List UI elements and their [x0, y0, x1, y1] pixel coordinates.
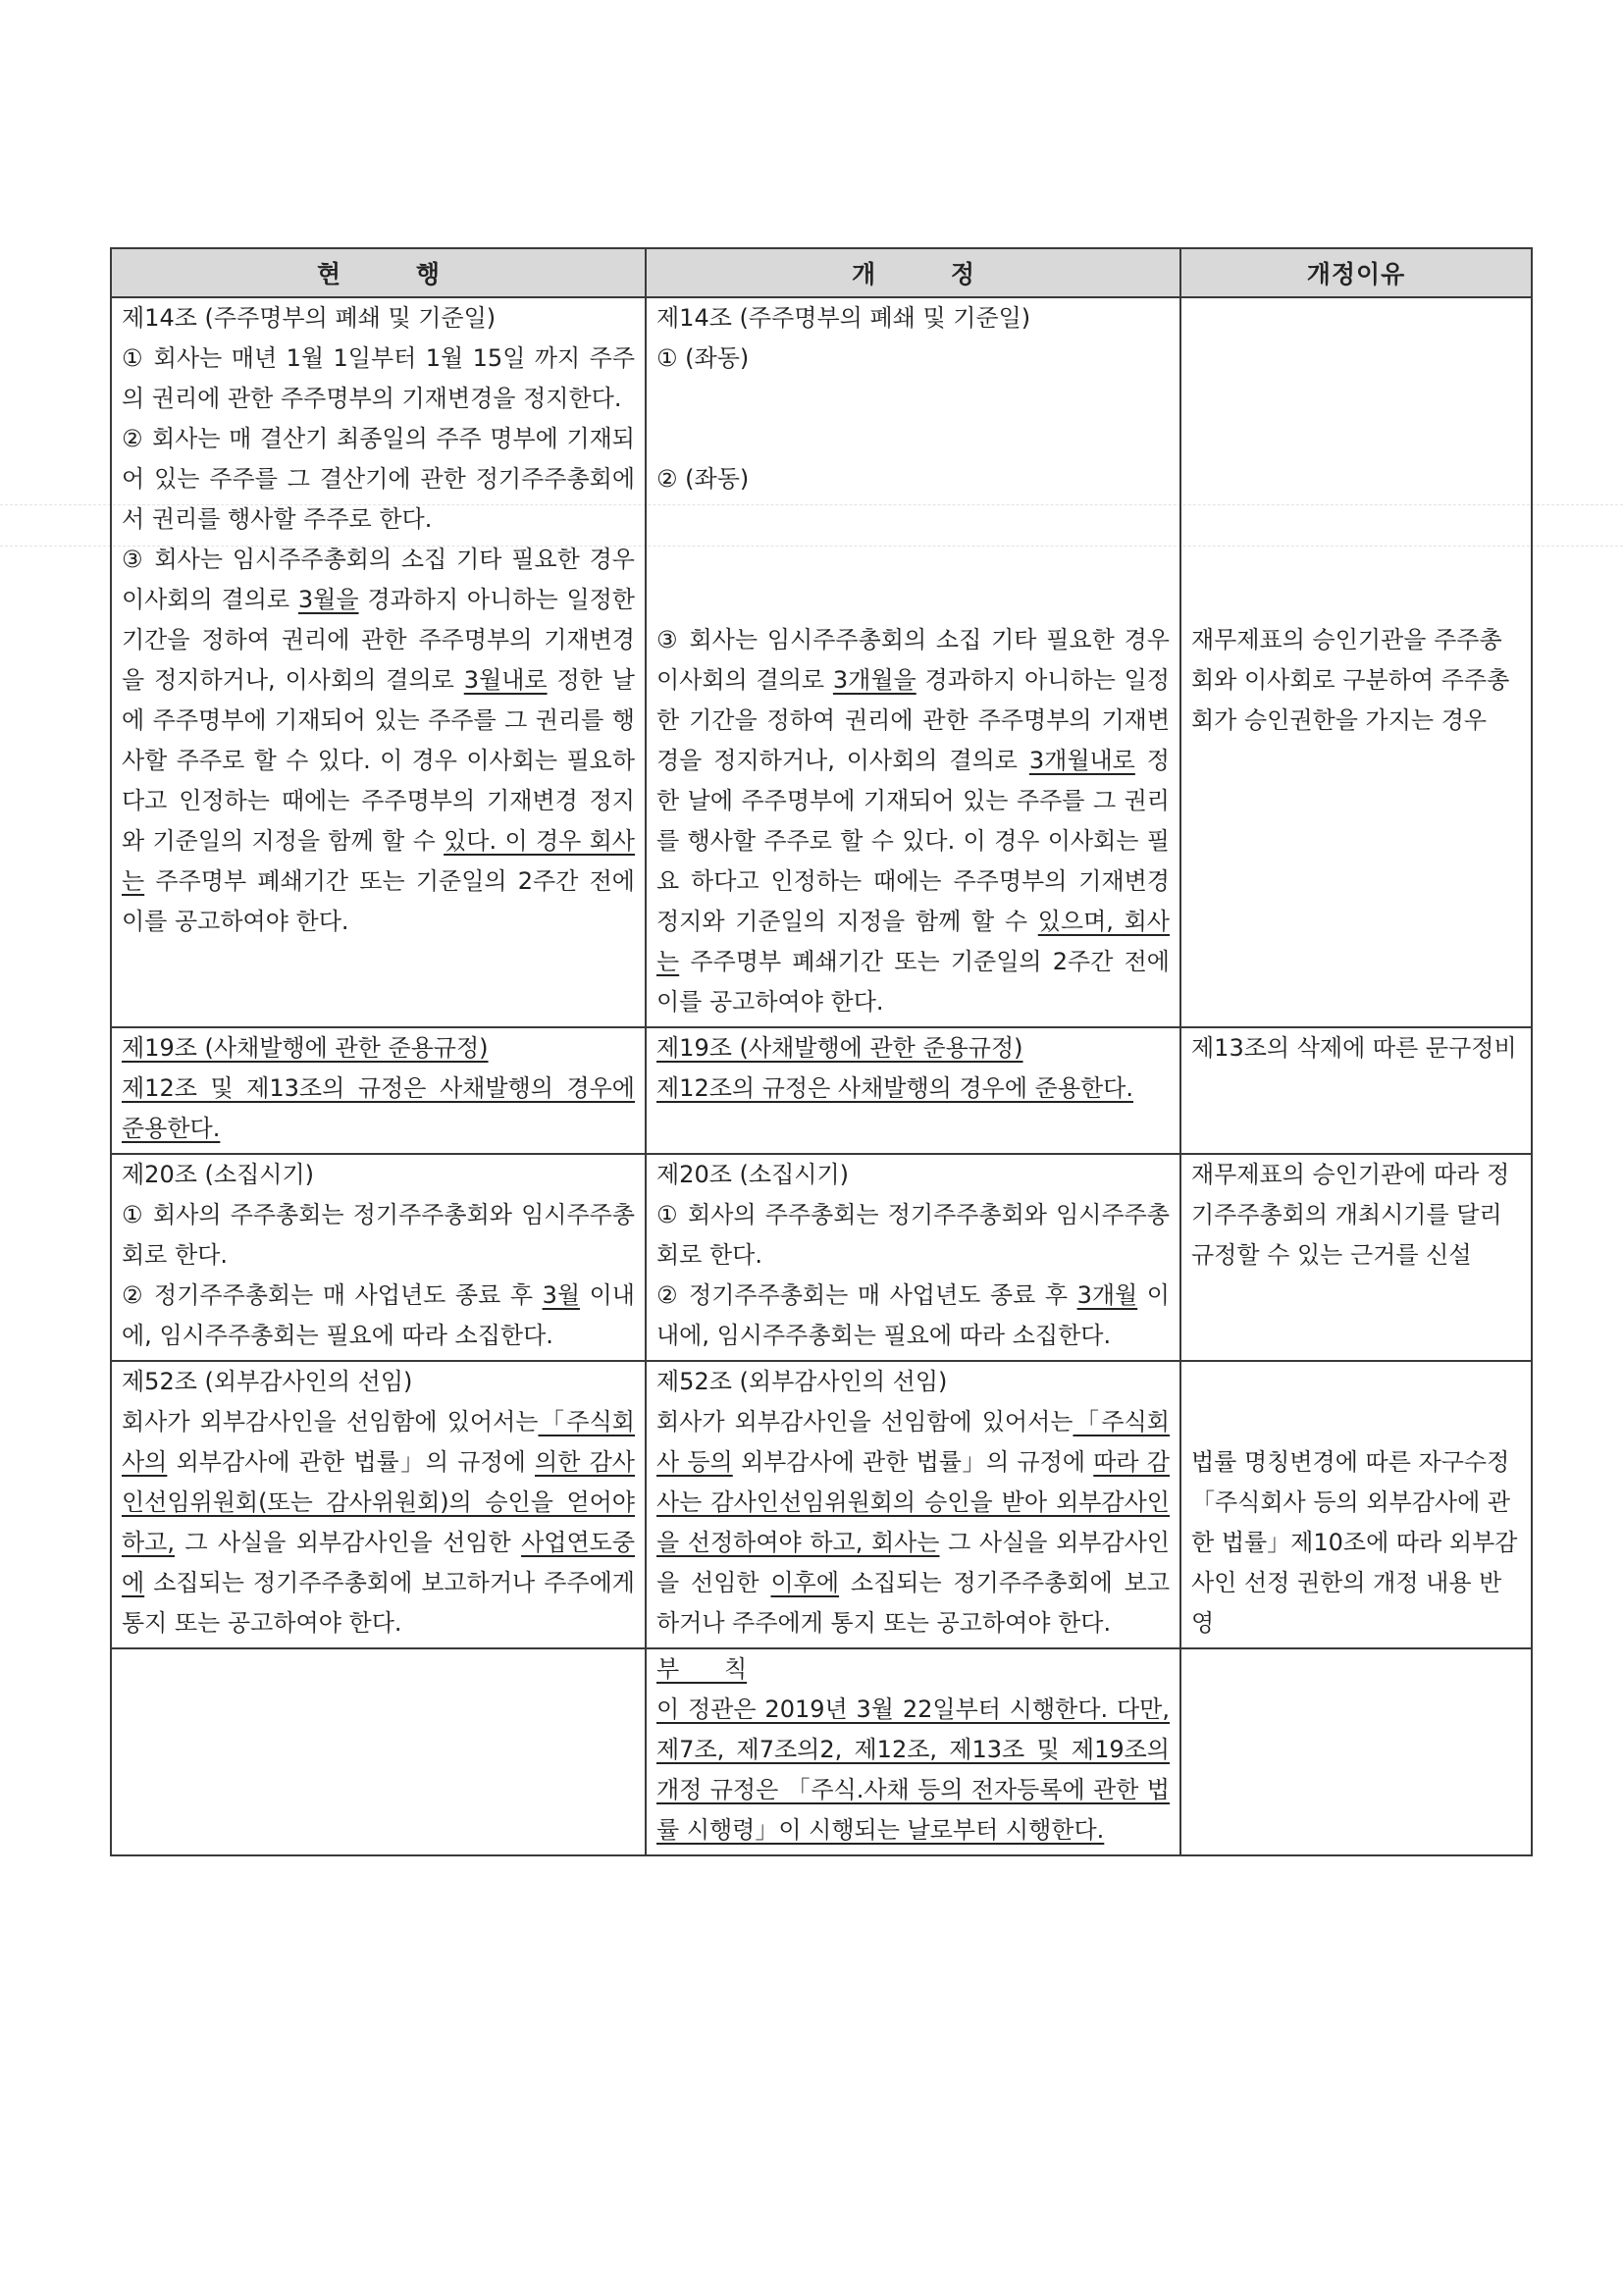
header-current: 현 행	[111, 248, 646, 297]
cell-amended	[646, 1361, 1180, 1648]
cell-current	[111, 297, 646, 1027]
cell-reason	[1180, 297, 1532, 1027]
article-title: 제19조 (사채발행에 관한 준용규정)	[122, 1034, 489, 1062]
clause-3: ③ 회사는 임시주주총회의 소집 기타 필요한 경우 이사회의 결의로 3월을 경과하지 아니하는 일정한 기간을 정하여 권리에 관한 주주명부의 기재변경을 정지하거나, 이사회의 결의로 3월내로 정한 날에 주주명부에 기재되어 있는 주주를 그 권리를 행사할 주주로 할 수 있다. 이 경우 이사회는 필요하다고 인정하는 때에는 주주명부의 기재변경 정지와 기준일의 지정을 함께 할 수 있다. 이 경우 회사는 주주명부 폐쇄기간 또는 기준일의 2주간 전에 이를 공고하여야 한다.	[122, 546, 635, 935]
article-body: 회사가 외부감사인을 선임함에 있어서는「주식회사 등의 외부감사에 관한 법률」의 규정에 따라 감사는 감사인선임위원회의 승인을 받아 외부감사인을 선정하여야 하고, 회사는 그 사실을 외부감사인을 선임한 이후에 소집되는 정기주주총회에 보고하거나 주주에게 통지 또는 공고하여야 한다.	[656, 1408, 1171, 1637]
reason-text: 재무제표의 승인기관에 따라 정기주주총회의 개최시기를 달리 규정할 수 있는 근거를 신설	[1191, 1161, 1510, 1269]
clause-1: ① (좌동)	[656, 344, 750, 372]
amendment-comparison-table	[110, 247, 1533, 1856]
addenda-title: 부 칙	[656, 1655, 748, 1683]
table-row-article-14	[111, 297, 1532, 1027]
article-title: 제52조 (외부감사인의 선임)	[122, 1368, 413, 1395]
cell-amended	[646, 297, 1180, 1027]
header-reason: 개정이유	[1180, 248, 1532, 297]
cell-reason	[1180, 1648, 1532, 1855]
clause-2: ② 정기주주총회는 매 사업년도 종료 후 3월 이내에, 임시주주총회는 필요에 따라 소집한다.	[122, 1281, 635, 1349]
table-row-article-19	[111, 1027, 1532, 1154]
cell-amended	[646, 1154, 1180, 1361]
cell-current	[111, 1648, 646, 1855]
clause-1: ① 회사의 주주총회는 정기주주총회와 임시주주총회로 한다.	[656, 1201, 1170, 1269]
clause-1: ① 회사는 매년 1월 1일부터 1월 15일 까지 주주의 권리에 관한 주주명부의 기재변경을 정지한다.	[122, 344, 635, 412]
article-body: 회사가 외부감사인을 선임함에 있어서는「주식회사의 외부감사에 관한 법률」의 규정에 의한 감사인선임위원회(또는 감사위원회)의 승인을 얻어야 하고, 그 사실을 외부감사인을 선임한 사업연도중에 소집되는 정기주주총회에 보고하거나 주주에게 통지 또는 공고하여야 한다.	[122, 1408, 635, 1637]
cell-current	[111, 1361, 646, 1648]
cell-reason	[1180, 1027, 1532, 1154]
clause-2: ② 회사는 매 결산기 최종일의 주주 명부에 기재되어 있는 주주를 그 결산기에 관한 정기주주총회에서 권리를 행사할 주주로 한다.	[122, 425, 635, 533]
article-title: 제52조 (외부감사인의 선임)	[656, 1368, 948, 1395]
cell-current	[111, 1154, 646, 1361]
cell-amended	[646, 1648, 1180, 1855]
article-title: 제14조 (주주명부의 폐쇄 및 기준일)	[656, 304, 1031, 332]
article-body: 제12조의 규정은 사채발행의 경우에 준용한다.	[656, 1074, 1133, 1102]
cell-reason	[1180, 1154, 1532, 1361]
article-title: 제20조 (소집시기)	[122, 1161, 314, 1188]
article-title: 제19조 (사채발행에 관한 준용규정)	[656, 1034, 1023, 1062]
table-row-article-20	[111, 1154, 1532, 1361]
addenda-body: 이 정관은 2019년 3월 22일부터 시행한다. 다만, 제7조, 제7조의2, 제12조, 제13조 및 제19조의 개정 규정은 「주식.사채 등의 전자등록에 관한 법률 시행령」이 시행되는 날로부터 시행한다.	[656, 1696, 1170, 1844]
table-row-article-52	[111, 1361, 1532, 1648]
clause-2: ② (좌동)	[656, 465, 750, 493]
clause-2: ② 정기주주총회는 매 사업년도 종료 후 3개월 이내에, 임시주주총회는 필요에 따라 소집한다.	[656, 1281, 1170, 1349]
reason-text: 제13조의 삭제에 따른 문구정비	[1191, 1034, 1517, 1062]
clause-1: ① 회사의 주주총회는 정기주주총회와 임시주주총회로 한다.	[122, 1201, 635, 1269]
header-amended: 개 정	[646, 248, 1180, 297]
article-title: 제20조 (소집시기)	[656, 1161, 849, 1188]
article-title: 제14조 (주주명부의 폐쇄 및 기준일)	[122, 304, 497, 332]
reason-text: 재무제표의 승인기관을 주주총회와 이사회로 구분하여 주주총회가 승인권한을 가지는 경우	[1191, 626, 1510, 734]
table-row-addenda	[111, 1648, 1532, 1855]
clause-3: ③ 회사는 임시주주총회의 소집 기타 필요한 경우 이사회의 결의로 3개월을 경과하지 아니하는 일정한 기간을 정하여 권리에 관한 주주명부의 기재변경을 정지하거나, 이사회의 결의로 3개월내로 정한 날에 주주명부에 기재되어 있는 주주를 그 권리를 행사할 주주로 할 수 있다. 이 경우 이사회는 필요 하다고 인정하는 때에는 주주명부의 기재변경 정지와 기준일의 지정을 함께 할 수 있으며, 회사는 주주명부 폐쇄기간 또는 기준일의 2주간 전에 이를 공고하여야 한다.	[656, 626, 1170, 1016]
table-header-row	[111, 248, 1532, 297]
cell-current	[111, 1027, 646, 1154]
cell-amended	[646, 1027, 1180, 1154]
article-body: 제12조 및 제13조의 규정은 사채발행의 경우에 준용한다.	[122, 1074, 635, 1142]
cell-reason	[1180, 1361, 1532, 1648]
reason-text: 법률 명칭변경에 따른 자구수정 「주식회사 등의 외부감사에 관한 법률」제10조에 따라 외부감사인 선정 권한의 개정 내용 반영	[1191, 1448, 1518, 1637]
